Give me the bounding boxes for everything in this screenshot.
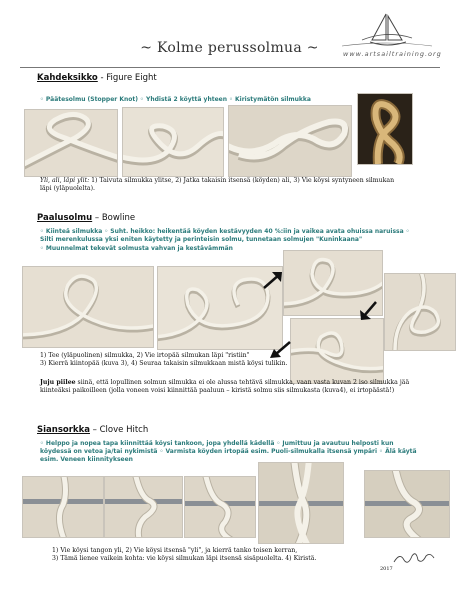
figure-eight-features: ◦ Päätesolmu (Stopper Knot) ◦ Yhdistä 2 köyttä yhteen ◦ Kiristymätön silmukka — [40, 96, 311, 103]
clove-hitch-photo-5 — [364, 470, 450, 538]
bowline-features-1: ◦ Kiinteä silmukka ◦ Suht. heikko: heikentää köyden kestävyyden 40 %:iin ja vaikea avata ohuissa naruissa ◦ Silti merenkulussa yksi eniten käytetty ja perinteisin solmu, tunnetaan solmujen "Kuninkaana" — [40, 228, 410, 243]
logo-url: www.artsailtraining.org — [343, 50, 442, 58]
bowline-photo-1 — [22, 266, 154, 348]
heading-english: Bowline — [101, 213, 136, 223]
steps-prefix: Yli, ali, läpi ylit: — [40, 177, 90, 184]
arrow-down-icon — [358, 300, 380, 322]
bowline-photo-4 — [384, 273, 456, 351]
section-figure-eight-heading — [37, 73, 157, 83]
figure-eight-steps — [40, 177, 400, 193]
bowline-step-2: 3) Kierrä kiintopää (kuva 3), 4) Seuraa takaisin silmukkaan mistä köysi tulikin. — [40, 360, 288, 367]
tip-text: siinä, että lopullinen solmun silmukka ei ole alussa tehtävä silmukka, vaan vasta kuvan 2 iso silmukka jää kiinteäksi paikoilleen (jolla voneen voisi kiinnittää paaluun – kiristä solmu siis silmukasta (kuva4), ei irtopäästä!) — [40, 379, 410, 394]
clove-hitch-photo-2 — [104, 476, 183, 538]
bowline-features-2: ◦ Muunnelmat tekevät solmusta vahvan ja kestävämmän — [40, 245, 233, 252]
signature-icon — [392, 550, 436, 568]
clove-hitch-photo-3 — [184, 476, 256, 538]
clove-hitch-photo-1 — [22, 476, 104, 538]
page-title: ~ Kolme perussolmua ~ — [140, 40, 319, 56]
figure-eight-photo-1 — [24, 109, 118, 177]
steps-text: 1) Taivuta silmukka ylitse, 2) Jatka takaisin itsensä (köyden) ali, 3) Vie köysi syntyneen silmukan läpi (yläpuolelta). — [40, 177, 395, 192]
clove-hitch-features: ◦ Helppo ja nopea tapa kiinnittää köysi tankoon, jopa yhdellä kädellä ◦ Jumittuu ja avautuu helposti kun köydessä on vetoa ja/tai nykimistä ◦ Varmista köyden irtopää esim. Puoli-silmukalla itsensä ympäri ◦ Älä käytä esim. Veneen kiinnitykseen — [40, 440, 417, 463]
bowline-photo-5 — [290, 318, 384, 384]
clove-hitch-photo-4 — [258, 462, 344, 544]
arrow-right-icon — [262, 268, 286, 290]
heading-name: Siansorkka — [37, 425, 90, 435]
heading-sep: - — [97, 73, 107, 83]
bowline-step-1: 1) Tee (yläpuolinen) silmukka, 2) Vie irtopää silmukan läpi "ristiin" — [40, 352, 250, 359]
signature-year: 2017 — [380, 566, 393, 572]
clove-hitch-step-2: 3) Tämä lienee vaikein kohta: vie köysi silmukan läpi itsensä sisäpuolelta. 4) Kiristä. — [52, 555, 317, 562]
heading-english: Clove Hitch — [99, 425, 149, 435]
heading-name: Paalusolmu — [37, 213, 93, 223]
heading-sep: – — [89, 425, 100, 435]
heading-english: Figure Eight — [106, 73, 157, 83]
figure-eight-photo-4 — [357, 93, 413, 165]
section-bowline-heading — [37, 213, 135, 223]
figure-eight-photo-2 — [122, 107, 224, 177]
tip-bold: Juju piilee — [40, 379, 76, 386]
title-divider — [20, 67, 440, 68]
heading-sep: – — [92, 213, 102, 223]
figure-eight-photo-3 — [228, 105, 352, 177]
heading-name: Kahdeksikko — [37, 73, 98, 83]
section-clove-hitch-heading — [37, 425, 148, 435]
clove-hitch-step-1: 1) Vie köysi tangon yli, 2) Vie köysi itsensä "yli", ja kierrä tanko toisen kerran, — [52, 547, 298, 554]
bowline-tip — [40, 379, 415, 395]
